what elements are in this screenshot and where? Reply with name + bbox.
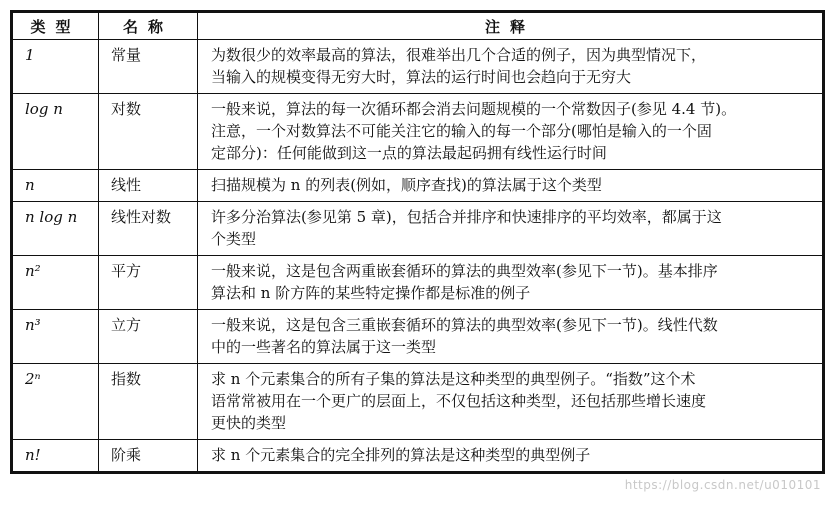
watermark-url: https://blog.csdn.net/u010101 [624,478,821,492]
table-row [12,94,824,170]
note-line: 算法和 n 阶方阵的某些特定操作都是标准的例子 [211,284,531,302]
cell-note [198,256,824,310]
table-row [12,256,824,310]
cell-name: 平方 [99,256,198,310]
cell-name: 指数 [99,364,198,440]
header-note: 注释 [198,12,824,40]
cell-note [198,40,824,94]
table-row [12,440,824,473]
note-line: 扫描规模为 n 的列表(例如，顺序查找)的算法属于这个类型 [211,176,602,194]
cell-note [198,170,824,202]
table-header-row [12,12,824,40]
efficiency-class-table-sheet [10,10,822,494]
table-row [12,170,824,202]
table-row [12,310,824,364]
cell-note [198,310,824,364]
note-line: 为数很少的效率最高的算法，很难举出几个合适的例子，因为典型情况下， [211,46,707,64]
efficiency-class-table [10,10,825,474]
note-line: 语常常被用在一个更广的层面上，不仅包括这种类型，还包括那些增长速度 [211,392,707,410]
cell-type: n! [12,440,99,473]
note-line: 许多分治算法(参见第 5 章)，包括合并排序和快速排序的平均效率，都属于这 [211,208,722,226]
note-line: 注意，一个对数算法不可能关注它的输入的每一个部分(哪怕是输入的一个固 [211,122,712,140]
note-line: 当输入的规模变得无穷大时，算法的运行时间也会趋向于无穷大 [211,68,632,86]
cell-name: 对数 [99,94,198,170]
cell-type: n³ [12,310,99,364]
table-row [12,202,824,256]
cell-type: log n [12,94,99,170]
table-header [12,12,824,40]
cell-type: 2ⁿ [12,364,99,440]
cell-type: n [12,170,99,202]
header-name: 名称 [99,12,198,40]
cell-name: 常量 [99,40,198,94]
note-line: 一般来说，这是包含三重嵌套循环的算法的典型效率(参见下一节)。线性代数 [211,316,718,334]
cell-name: 阶乘 [99,440,198,473]
table-row [12,364,824,440]
header-type: 类型 [12,12,99,40]
note-line: 求 n 个元素集合的所有子集的算法是这种类型的典型例子。“指数”这个术 [211,370,696,388]
note-line: 求 n 个元素集合的完全排列的算法是这种类型的典型例子 [211,446,591,464]
cell-type: 1 [12,40,99,94]
note-line: 一般来说，这是包含两重嵌套循环的算法的典型效率(参见下一节)。基本排序 [211,262,718,280]
note-line: 定部分)：任何能做到这一点的算法最起码拥有线性运行时间 [211,144,607,162]
cell-type: n log n [12,202,99,256]
note-line: 一般来说，算法的每一次循环都会消去问题规模的一个常数因子(参见 4.4 节)。 [211,100,737,118]
note-line: 更快的类型 [211,414,287,432]
cell-name: 线性对数 [99,202,198,256]
cell-note [198,440,824,473]
note-line: 个类型 [211,230,257,248]
cell-note [198,94,824,170]
table-row [12,40,824,94]
cell-note [198,202,824,256]
cell-note [198,364,824,440]
cell-name: 线性 [99,170,198,202]
note-line: 中的一些著名的算法属于这一类型 [211,338,437,356]
cell-type: n² [12,256,99,310]
cell-name: 立方 [99,310,198,364]
table-body [12,40,824,473]
